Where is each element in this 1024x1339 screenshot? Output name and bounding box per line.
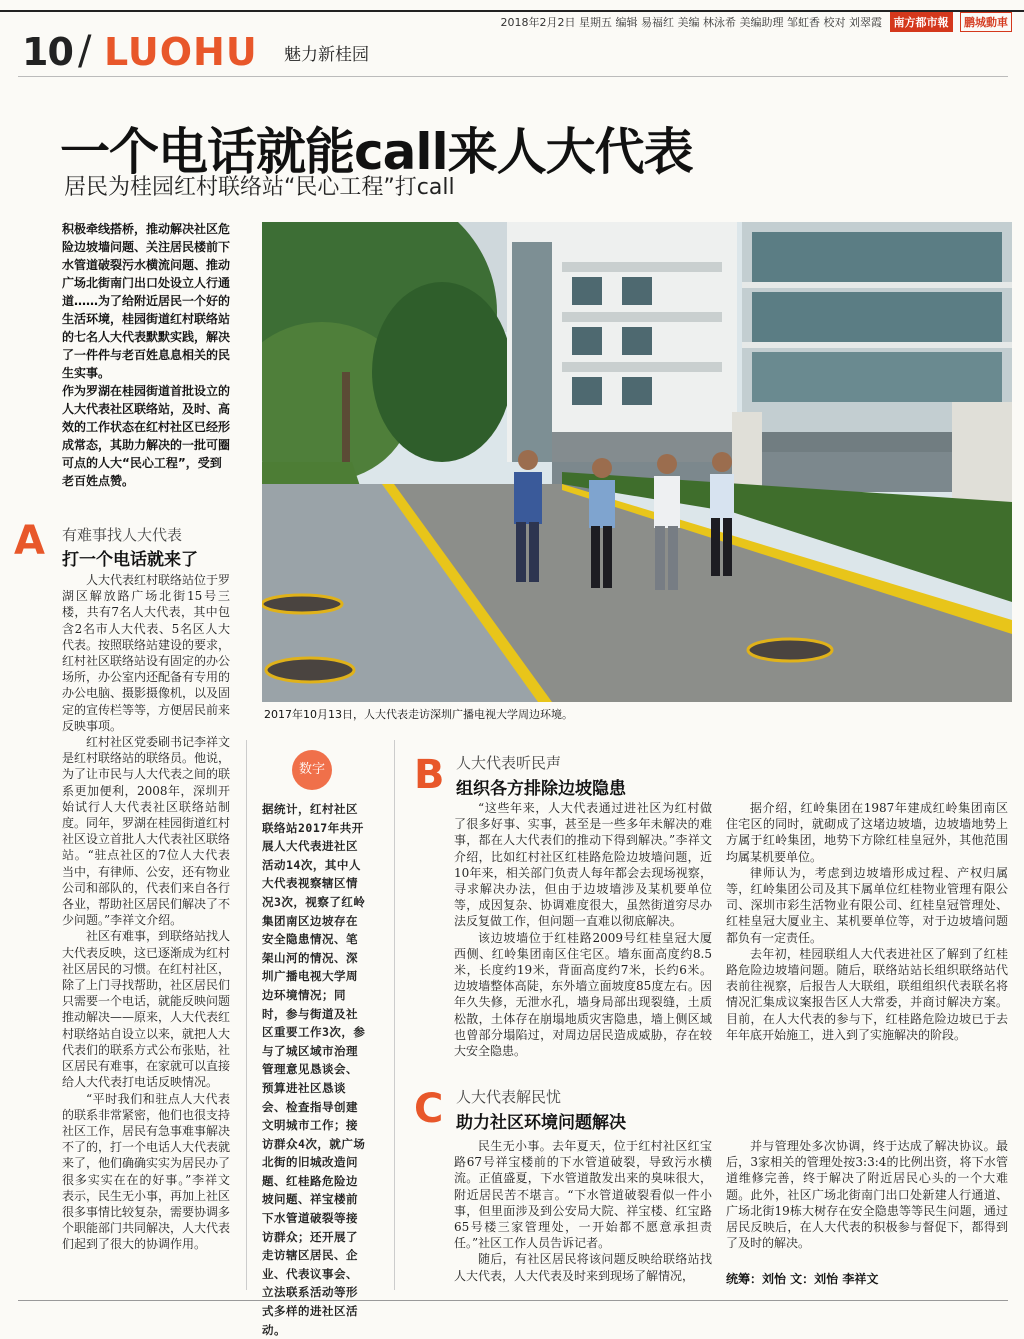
intro-paragraph: 积极牵线搭桥，推动解决社区危险边坡墙问题、关注居民楼前下水管道破裂污水横流问题、推动广场北街南门出口处设立人行通道……为了给附近居民一个好的生活环境，桂园街道红村联络站的七名人大代表默默实践，解决了一件件与老百姓息息相关的民生实事。 [62,222,231,380]
section-c-marker: C [414,1086,444,1132]
column-divider [394,740,395,1290]
section-c-column-1 [454,1138,712,1284]
issue-info: 2018年2月2日 星期五 编辑 易福红 美编 林泳希 美编助理 邹虹香 校对 刘翠霞 [500,16,882,29]
section-name: LUOHU [104,30,258,74]
section-b-column-1 [454,800,712,1059]
slash-divider: / [78,28,92,74]
section-c-kicker: 人大代表解民忧 [456,1088,562,1106]
news-photo [262,222,1012,702]
body-paragraph: 红村社区党委刷书记李祥文是红村联络站的联络员。他说，为了让市民与人大代表之间的联系更加便利，2008年，深圳开始试行人大代表社区联络站制度。同年，罗湖在桂园街道红村社区设立首批人大代表社区联络站。“驻点社区的7位人大代表当中，有律师、公安，还有物业公司和部队的，代表们来自各行各业，帮助社区居民们解决了不少问题。”李祥文介绍。 [62,735,231,928]
body-paragraph: 随后，有社区居民将该问题反映给联络站找人大代表，人大代表及时来到现场了解情况， [454,1252,712,1283]
street-scene-illustration [262,222,1012,702]
section-a-kicker: 有难事找人大代表 [62,526,183,544]
body-paragraph: 据介绍，红岭集团在1987年建成红岭集团南区住宅区的同时，就砌成了这堵边坡墙，边坡墙地势上方属于红岭集团，地势下方除红桂皇冠外，其他范围均属某机要单位。 [726,801,1008,864]
body-paragraph: 去年初，桂园联组人大代表进社区了解到了红桂路危险边坡墙问题。随后，联络站站长组织联络站代表前往视察，后报告人大联组，联组组织代表联名将情况汇集成议案报告区人大常委，并商讨解决方案。目前，在人大代表的参与下，红桂路危险边坡已于去年年底开始施工，进入到了实施解决的阶段。 [726,946,1008,1042]
page-number: 10 [22,30,73,74]
edition-logo: 鹏城動車 [960,12,1012,32]
section-c-column-2 [726,1138,1008,1251]
stats-text: 据统计，红村社区联络站2017年共开展人大代表进社区活动14次，其中人大代表视察辖区情况3次，视察了红岭集团南区边坡存在安全隐患情况、笔架山河的情况、深圳广播电视大学周边环境情况；同时，参与街道及社区重要工作3次，参与了城区域市治理管理意见恳谈会、预算进社区恳谈会、检查指导创建文明城市工作；接访群众4次，就广场北街的旧城改造问题、红桂路危险边坡问题、祥宝楼前下水管道破裂等接访群众；还开展了走访辖区居民、企业、代表议事会、立法联系活动等形式多样的进社区活动。 [262,802,366,1337]
intro-paragraph: 作为罗湖在桂园街道首批设立的人大代表社区联络站，及时、高效的工作状态在红村社区已经形成常态，其助力解决的一批可圈可点的人大“民心工程”，受到老百姓点赞。 [62,384,231,488]
body-paragraph: 该边坡墙位于红桂路2009号红桂皇冠大厦西侧、红岭集团南区住宅区。墙东面高度约8.5米，长度约19米，背面高度约7米，长约6米。边坡墙整体高陡，东外墙立面坡度85度左右。因年久失修，无泄水孔，墙身局部出现裂缝，土质松散，土体存在崩塌地质灾害隐患，墙上侧区域也曾部分塌陷过，对周边居民造成威胁，存在较大安全隐患。 [454,930,712,1059]
column-divider [246,740,247,1290]
section-a-title: 打一个电话就来了 [62,550,198,570]
bottom-rule [18,1300,1008,1301]
photo-caption: 2017年10月13日，人大代表走访深圳广播电视大学周边环境。 [264,708,573,721]
header-rule [18,76,1008,77]
byline: 统筹：刘怡 文：刘怡 李祥文 [726,1272,879,1286]
section-c-title: 助力社区环境问题解决 [456,1113,626,1133]
body-paragraph: 并与管理处多次协调，终于达成了解决协议。最后，3家相关的管理处按3:3:4的比例出资，将下水管道维修完善，终于解决了附近居民心头的一个大难题。此外，社区广场北街南门出口处新建人行通道、广场北街19栋大树存在安全隐患等等民生问题，通过居民反映后，在人大代表的积极参与督促下，都得到了及时的解决。 [726,1139,1008,1251]
body-paragraph: 社区有难事，到联络站找人大代表反映，这已逐渐成为红村社区居民的习惯。在红村社区，除了上门寻找帮助，社区居民们只需要一个电话，就能反映问题推动解决——原来，人大代表红村联络站自设立以来，就把人大代表们的联系方式公布张贴，社区居民有难事，在家就可以直接给人大代表打电话反映情况。 [62,929,231,1090]
section-b-column-2 [726,800,1008,1043]
section-b-title: 组织各方排除边坡隐患 [456,779,626,799]
stats-badge: 数字 [292,750,332,790]
subsection-name: 魅力新桂园 [284,45,369,65]
section-a-column [62,572,230,1253]
body-paragraph: “平时我们和驻点人大代表的联系非常紧密，他们也很支持社区工作，居民有急事难事解决不了的，打一个电话人大代表就来了，他们确确实实为居民办了很多实实在在的好事。”李祥文表示，民生无小事，再加上社区很多事情比较复杂，需要协调多个职能部门共同解决，人大代表们起到了很大的协调作用。 [62,1091,231,1252]
body-paragraph: “这些年来，人大代表通过进社区为红村做了很多好事、实事，甚至是一些多年未解决的难事，都在人大代表们的推动下得到解决。”李祥文介绍，比如红村社区红桂路危险边坡墙问题，近10年来，相关部门负责人每年都会去现场视察，寻求解决办法，但由于边坡墙涉及某机要单位等，成因复杂、协调难度很大，虽然街道穷尽办法反复做工作，但问题一直难以彻底解决。 [454,801,712,929]
newspaper-logo: 南方都市報 [890,12,953,32]
body-paragraph: 律师认为，考虑到边坡墙形成过程、产权归属等，红岭集团公司及其下属单位红桂物业管理有限公司、深圳市彩生活物业有限公司、红桂皇冠管理处、红桂皇冠大厦业主、某机要单位等，对于边坡墙问题都负有一定责任。 [726,865,1008,945]
headline: 一个电话就能call来人大代表 [60,123,693,181]
section-b-kicker: 人大代表听民声 [456,754,562,772]
body-paragraph: 民生无小事。去年夏天，位于红村社区红宝路67号祥宝楼前的下水管道破裂，导致污水横流。正值盛夏，下水管道散发出来的臭味很大，附近居民苦不堪言。“下水管道破裂看似一件小事，但里面涉及到公安局大院、祥宝楼、红宝路65号楼三家管理处，一开始都不愿意承担责任。”社区工作人员告诉记者。 [454,1139,712,1251]
page-meta [501,12,1012,32]
body-paragraph: 人大代表红村联络站位于罗湖区解放路广场北街15号三楼，共有7名人大代表，其中包含2名市人大代表、5名区人大代表。按照联络站建设的要求，红村社区联络站设有固定的办公场所，办公室内还配备有专用的办公电脑、摄影摄像机，以及固定的宣传栏等等，方便居民前来反映事项。 [62,573,231,733]
section-b-marker: B [414,752,445,798]
subheadline: 居民为桂园红村联络站“民心工程”打call [64,175,455,200]
section-a-marker: A [14,518,45,564]
intro-lead [62,220,230,490]
